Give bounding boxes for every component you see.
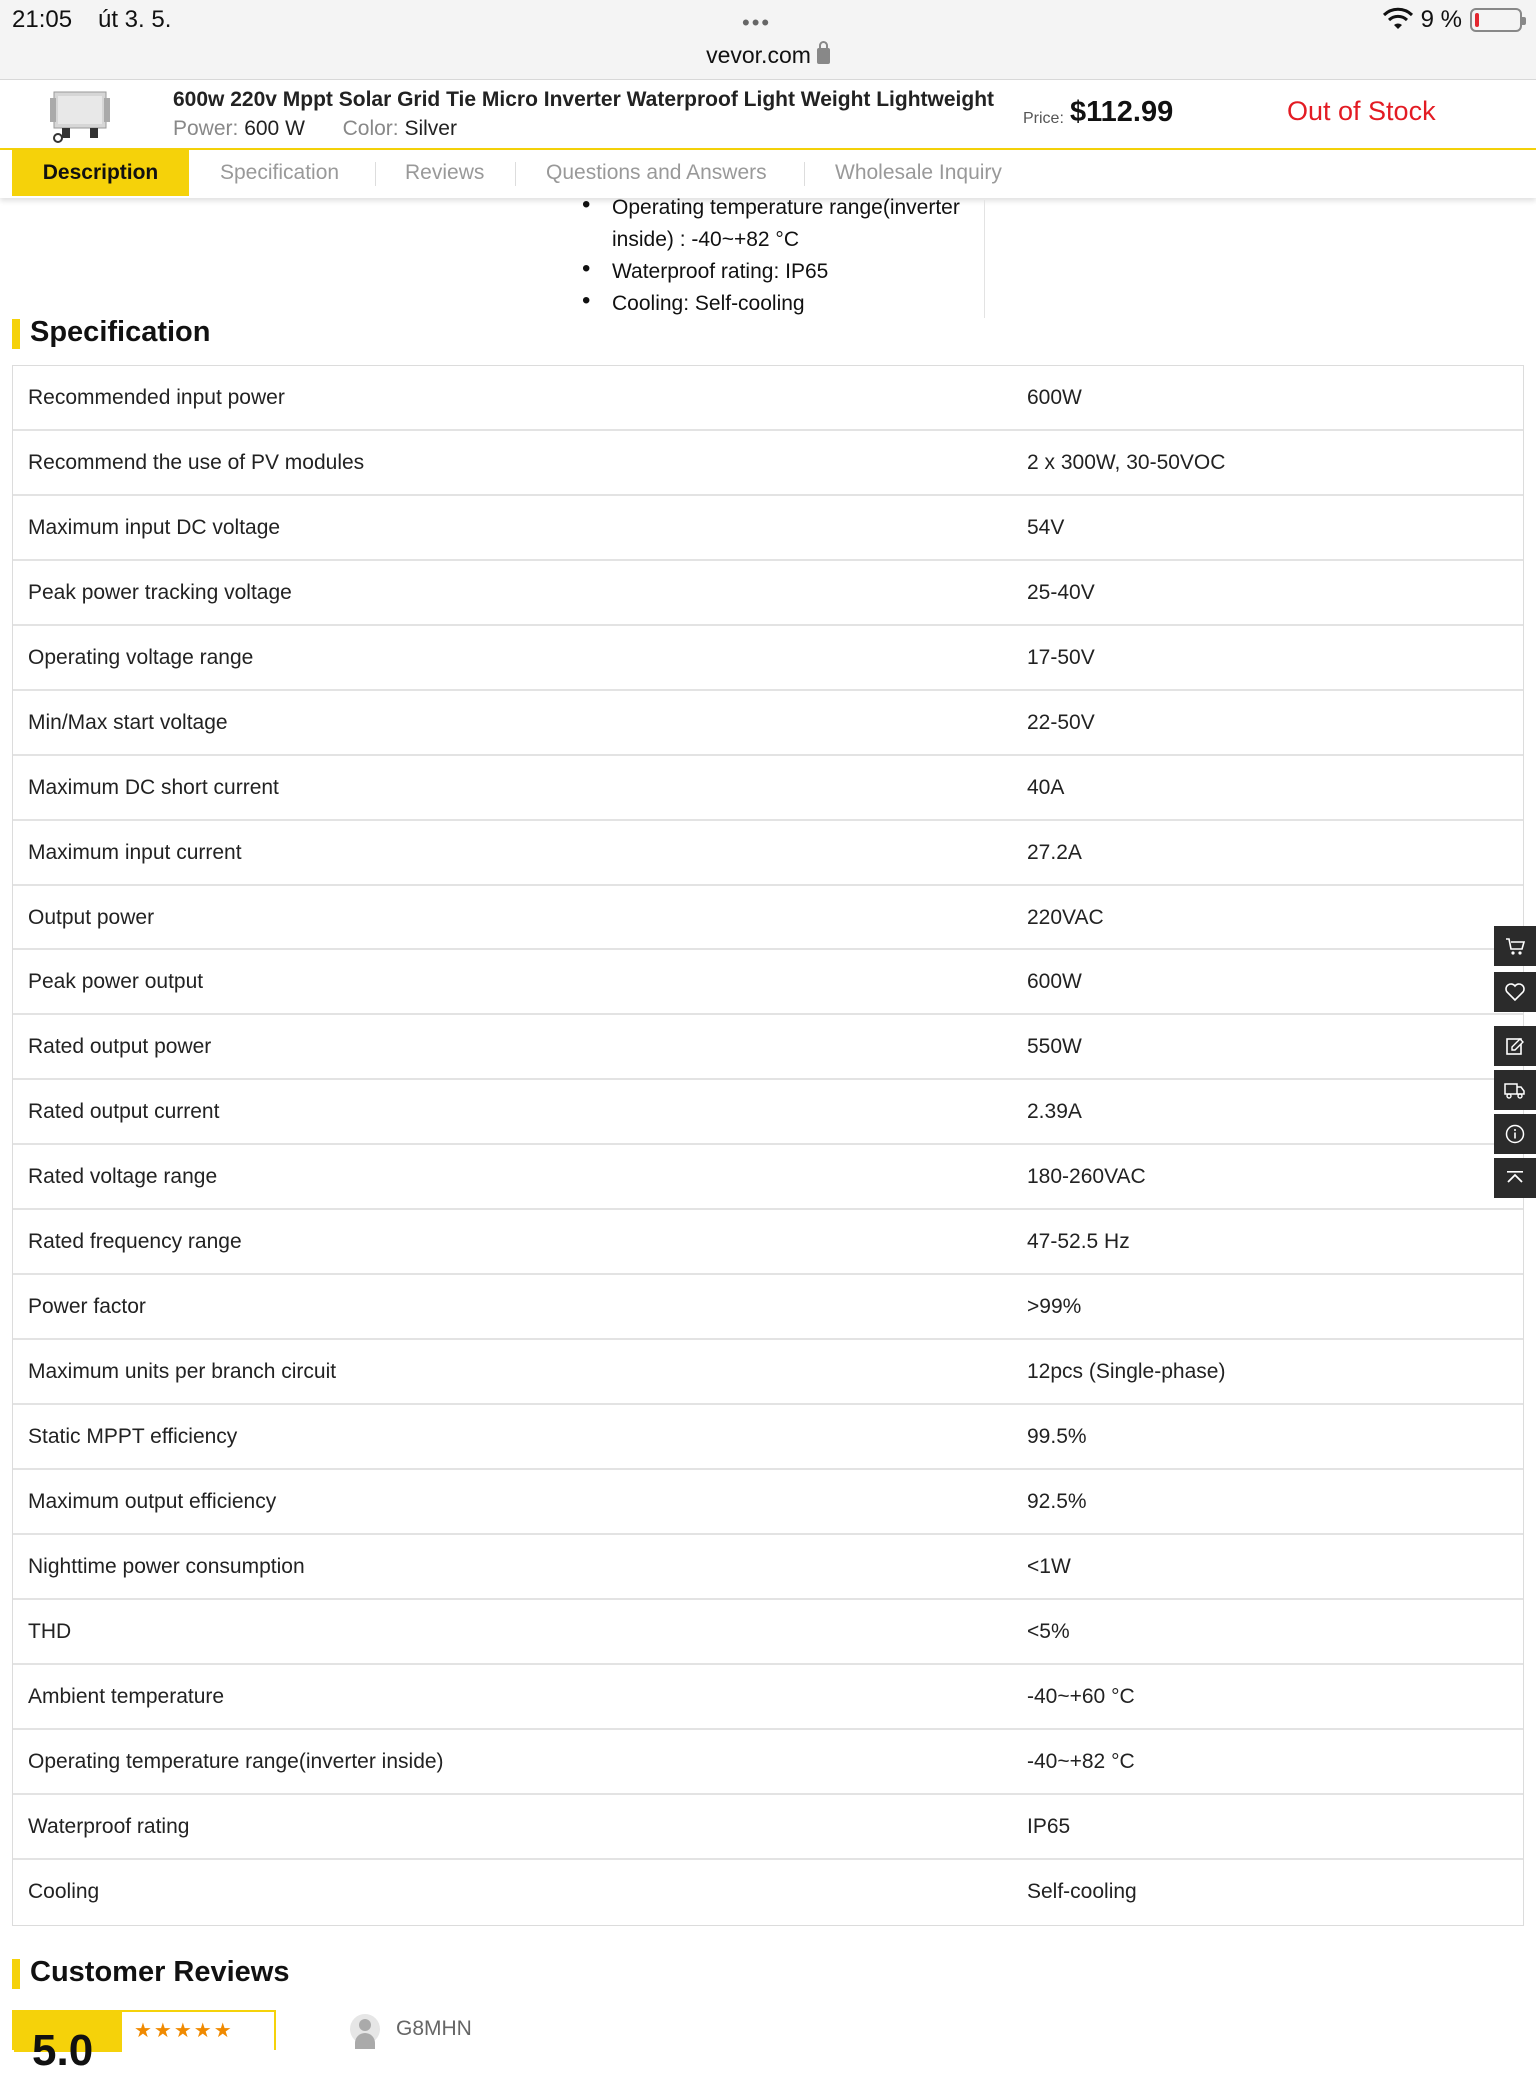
spec-key: Recommend the use of PV modules <box>28 450 365 474</box>
spec-key: Maximum DC short current <box>28 775 279 799</box>
tab-questions-and-answers[interactable]: Questions and Answers <box>546 161 767 184</box>
side-wishlist-button[interactable] <box>1494 972 1536 1012</box>
status-indicators <box>1383 6 1522 34</box>
spec-key: Rated output power <box>28 1035 212 1059</box>
spec-key: Cooling <box>28 1879 100 1903</box>
truck-icon <box>1504 1079 1526 1101</box>
spec-key: Output power <box>28 905 155 929</box>
cart-icon <box>1504 935 1526 957</box>
customer-reviews-heading: Customer Reviews <box>12 1956 290 1989</box>
specification-table <box>12 365 1524 1926</box>
product-thumbnail[interactable] <box>48 84 116 144</box>
spec-value: 220VAC <box>1027 905 1104 929</box>
spec-row <box>13 561 1523 626</box>
spec-row <box>13 886 1523 951</box>
battery-level <box>1475 13 1479 27</box>
back-to-top-icon <box>1504 1167 1526 1189</box>
battery-percent: 9 % <box>1420 6 1462 33</box>
side-cart-button[interactable] <box>1494 926 1536 966</box>
power-value: 600 W <box>244 117 305 140</box>
spec-row <box>13 431 1523 496</box>
spec-row <box>13 366 1523 431</box>
spec-key: Maximum output efficiency <box>28 1489 277 1513</box>
reviewer-name: G8MHN <box>396 2017 472 2040</box>
spec-row <box>13 1470 1523 1535</box>
side-back-to-top-button[interactable] <box>1494 1158 1536 1198</box>
spec-value: 27.2A <box>1027 840 1082 864</box>
stock-status: Out of Stock <box>1287 96 1436 126</box>
spec-key: Rated voltage range <box>28 1165 218 1189</box>
spec-value: 180-260VAC <box>1027 1165 1146 1189</box>
spec-value: 22-50V <box>1027 710 1095 734</box>
spec-key: Rated output current <box>28 1100 220 1124</box>
spec-row <box>13 1860 1523 1925</box>
spec-row <box>13 1535 1523 1600</box>
battery-icon <box>1470 8 1522 32</box>
heart-icon <box>1504 981 1526 1003</box>
specification-heading: Specification <box>12 316 211 349</box>
color-value: Silver <box>404 117 457 140</box>
description-bullet: • Waterproof rating: IP65 <box>578 256 978 288</box>
description-bullet: • Cooling: Self-cooling <box>578 288 978 320</box>
info-icon <box>1504 1123 1526 1145</box>
reviewer-avatar <box>350 2014 380 2044</box>
status-bar <box>0 0 1536 40</box>
spec-value: 600W <box>1027 386 1082 409</box>
tab-reviews[interactable]: Reviews <box>405 161 485 184</box>
spec-key: Maximum input current <box>28 840 242 864</box>
spec-key: Min/Max start voltage <box>28 710 228 734</box>
spec-key: Maximum input DC voltage <box>28 515 281 539</box>
spec-row <box>13 496 1523 561</box>
side-feedback-button[interactable] <box>1494 1026 1536 1066</box>
url-bar[interactable] <box>0 40 1536 80</box>
edit-icon <box>1504 1035 1526 1057</box>
spec-value: <5% <box>1027 1619 1070 1643</box>
spec-key: Waterproof rating <box>28 1814 190 1838</box>
spec-value: <1W <box>1027 1554 1071 1578</box>
spec-row <box>13 1015 1523 1080</box>
spec-key: Maximum units per branch circuit <box>28 1360 337 1384</box>
spec-row <box>13 1080 1523 1145</box>
spec-value: 92.5% <box>1027 1489 1087 1513</box>
side-shipping-button[interactable] <box>1494 1070 1536 1110</box>
spec-value: 40A <box>1027 775 1065 799</box>
price-label: Price: <box>1023 110 1064 127</box>
spec-key: THD <box>28 1619 72 1643</box>
spec-value: 600W <box>1027 970 1082 994</box>
spec-key: Operating temperature range(inverter inside) <box>28 1749 444 1773</box>
url-text[interactable]: vevor.com <box>706 42 811 68</box>
spec-row <box>13 1405 1523 1470</box>
product-header <box>0 80 1536 150</box>
tab-wholesale-inquiry[interactable]: Wholesale Inquiry <box>835 161 1002 184</box>
spec-row <box>13 821 1523 886</box>
tab-description[interactable]: Description <box>12 150 189 196</box>
spec-row <box>13 950 1523 1015</box>
price-value: $112.99 <box>1070 96 1174 128</box>
status-time: 21:05 <box>12 6 73 33</box>
lock-icon <box>817 48 830 64</box>
spec-key: Peak power tracking voltage <box>28 580 292 604</box>
spec-key: Recommended input power <box>28 386 285 409</box>
spec-row <box>13 1340 1523 1405</box>
spec-value: 2.39A <box>1027 1100 1082 1124</box>
spec-row <box>13 691 1523 756</box>
spec-value: 12pcs (Single-phase) <box>1027 1360 1226 1384</box>
spec-value: -40~+82 °C <box>1027 1749 1135 1773</box>
spec-value: >99% <box>1027 1295 1082 1319</box>
tab-divider <box>375 162 376 186</box>
spec-row <box>13 1730 1523 1795</box>
column-divider <box>984 200 985 318</box>
rating-summary <box>12 2010 276 2075</box>
product-title: 600w 220v Mppt Solar Grid Tie Micro Inverter Waterproof Light Weight Lightweight <box>173 88 995 111</box>
side-info-button[interactable] <box>1494 1114 1536 1154</box>
spec-row <box>13 1275 1523 1340</box>
spec-value: 99.5% <box>1027 1425 1087 1448</box>
spec-row <box>13 1210 1523 1275</box>
status-date: út 3. 5. <box>98 6 172 33</box>
spec-key: Ambient temperature <box>28 1684 225 1708</box>
power-label: Power: <box>173 117 239 140</box>
multitasking-dots-icon[interactable]: ••• <box>742 10 772 35</box>
spec-key: Rated frequency range <box>28 1230 242 1254</box>
rating-stars: ★★★★★ <box>134 2020 234 2042</box>
spec-key: Peak power output <box>28 970 204 994</box>
spec-value: 2 x 300W, 30-50VOC <box>1027 450 1226 474</box>
spec-row <box>13 756 1523 821</box>
rating-score: 5.0 <box>32 2026 94 2075</box>
spec-value: 25-40V <box>1027 580 1095 604</box>
tab-divider <box>804 162 805 186</box>
spec-value: 17-50V <box>1027 645 1095 669</box>
spec-key: Static MPPT efficiency <box>28 1425 238 1448</box>
spec-value: 54V <box>1027 515 1065 539</box>
tab-specification[interactable]: Specification <box>220 161 340 184</box>
product-tabs <box>0 150 1536 198</box>
color-label: Color: <box>342 117 399 140</box>
spec-row <box>13 626 1523 691</box>
spec-row <box>13 1600 1523 1665</box>
spec-value: 47-52.5 Hz <box>1027 1230 1130 1254</box>
product-options <box>173 117 457 141</box>
spec-value: IP65 <box>1027 1814 1071 1838</box>
spec-row <box>13 1665 1523 1730</box>
tab-divider <box>515 162 516 186</box>
spec-key: Nighttime power consumption <box>28 1554 305 1578</box>
spec-key: Power factor <box>28 1295 146 1319</box>
spec-row <box>13 1795 1523 1860</box>
spec-row <box>13 1145 1523 1210</box>
spec-value: Self-cooling <box>1027 1879 1137 1903</box>
description-bullet: • Operating temperature range(inverter inside) : -40~+82 °C <box>578 192 978 256</box>
wifi-icon <box>1383 8 1413 32</box>
spec-key: Operating voltage range <box>28 645 254 669</box>
spec-value: -40~+60 °C <box>1027 1684 1135 1708</box>
spec-value: 550W <box>1027 1035 1082 1059</box>
description-bullet-list <box>578 192 978 320</box>
